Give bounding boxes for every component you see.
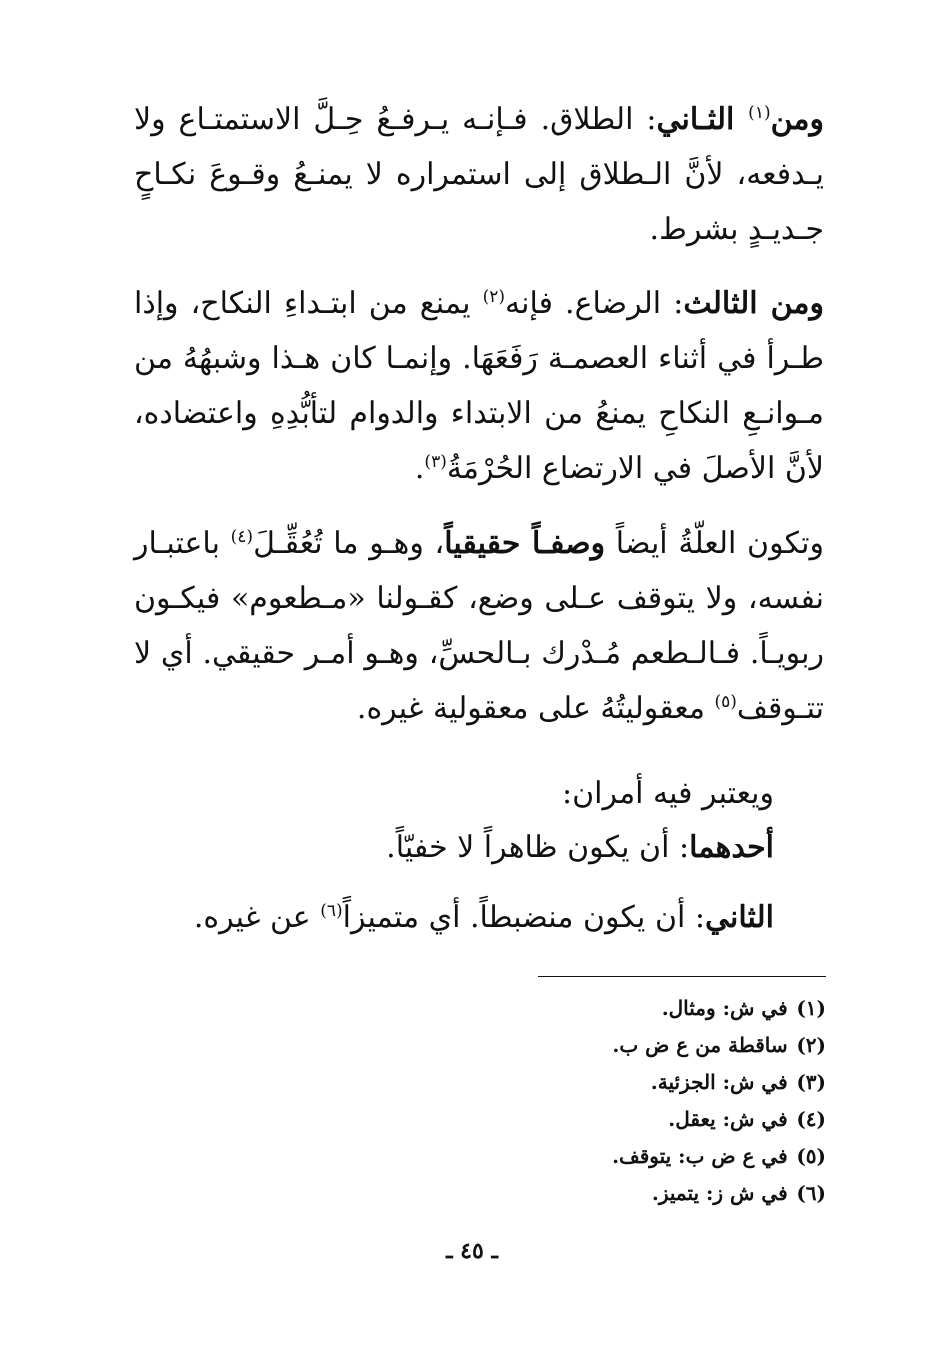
footnote-number: (٣) [796, 1070, 826, 1094]
footnote-item [612, 1101, 826, 1138]
footnote-ref-3: (٣) [424, 452, 447, 472]
footnote-item [612, 1064, 826, 1101]
paragraph-term: الثـاني [656, 102, 749, 137]
paragraph-text: يمنع من ابتـداءِ النكاح، وإذا طـرأ في أثناء العصمـة رَفَعَهَا. وإنمـا كان هـذا وشبهُهُ من مـوانـعِ النكاحِ يمنعُ من الابتداء والدوام لتأبُّدِهِ واعتضاده، لأنَّ الأصلَ في الارتضاع الحُرْمَةُ [134, 286, 824, 486]
footnote-item [612, 1138, 826, 1175]
condition-first [386, 820, 774, 875]
footnote-number: (٦) [796, 1181, 826, 1205]
paragraph-text: وتكون العلّةُ أيضاً [605, 526, 824, 561]
conditions-intro: ويعتبر فيه أمران: [562, 776, 774, 811]
condition-text: : أن يكون منضبطاً. أي متميزاً [342, 900, 705, 935]
footnote-number: (٥) [796, 1144, 826, 1168]
page-number: ـ ٤٥ ـ [446, 1238, 498, 1264]
footnote-number: (١) [796, 996, 826, 1020]
footnote-text: في ش: الجزئية. [650, 1070, 788, 1094]
footnote-item [612, 1027, 826, 1064]
footnote-item [612, 1175, 826, 1212]
paragraph-text: : الطلاق. فـإنـه يـرفـعُ حِـلَّ الاستمتـاع ولا يـدفعه، لأنَّ الـطلاق إلى استمراره لا يمنـعُ وقـوعَ نكـاحٍ جـديـدٍ بشرط. [134, 102, 824, 247]
paragraph-term: وصفـاً حقيقياً [444, 526, 606, 561]
condition-text: : أن يكون ظاهراً لا خفيّاً. [386, 830, 690, 865]
footnote-ref-4: (٤) [230, 527, 254, 547]
paragraph-term: ومن الثالث [683, 286, 824, 321]
footnote-ref-2: (٢) [482, 287, 506, 307]
condition-term: الثاني [704, 900, 774, 935]
paragraph-nursing [134, 276, 824, 496]
paragraph-text: معقوليتُهُ على معقولية غيره. [356, 691, 715, 726]
condition-text: عن غيره. [193, 900, 321, 935]
footnotes-list [612, 990, 826, 1212]
footnote-ref-1: (١) [748, 103, 771, 123]
paragraph-real-attribute [134, 516, 824, 736]
paragraph-text: . [414, 451, 425, 486]
condition-term: أحدهما [689, 830, 774, 865]
paragraph-lead: ومن [770, 102, 824, 137]
footnote-text: في ش: يعقل. [668, 1107, 788, 1131]
footnote-number: (٢) [796, 1033, 826, 1057]
paragraph-text: ، وهـو ما تُعُقِّـلَ [253, 526, 445, 561]
footnote-item [612, 990, 826, 1027]
footnote-text: في ش: ومثال. [661, 996, 788, 1020]
paragraph-text: : الرضاع. فإنه [505, 286, 684, 321]
footnote-text: ساقطة من ع ض ب. [612, 1033, 788, 1057]
footnote-number: (٤) [796, 1107, 826, 1131]
footnote-text: في ش ز: يتميز. [651, 1181, 788, 1205]
footnote-separator [538, 976, 826, 977]
footnote-ref-6: (٦) [320, 901, 343, 921]
paragraph-divorce [134, 92, 824, 257]
footnote-text: في ع ض ب: يتوقف. [612, 1144, 788, 1168]
condition-second [194, 890, 774, 945]
footnote-ref-5: (٥) [714, 692, 737, 712]
paragraph-text: باعتبـار نفسه، ولا يتوقف عـلى وضع، كقـولنا «مـطعوم» فيكـون ربويـاً. فـالـطعم مُـدْرك بـالحسِّ، وهـو أمـر حقيقي. أي لا تتـوقف [134, 526, 824, 726]
